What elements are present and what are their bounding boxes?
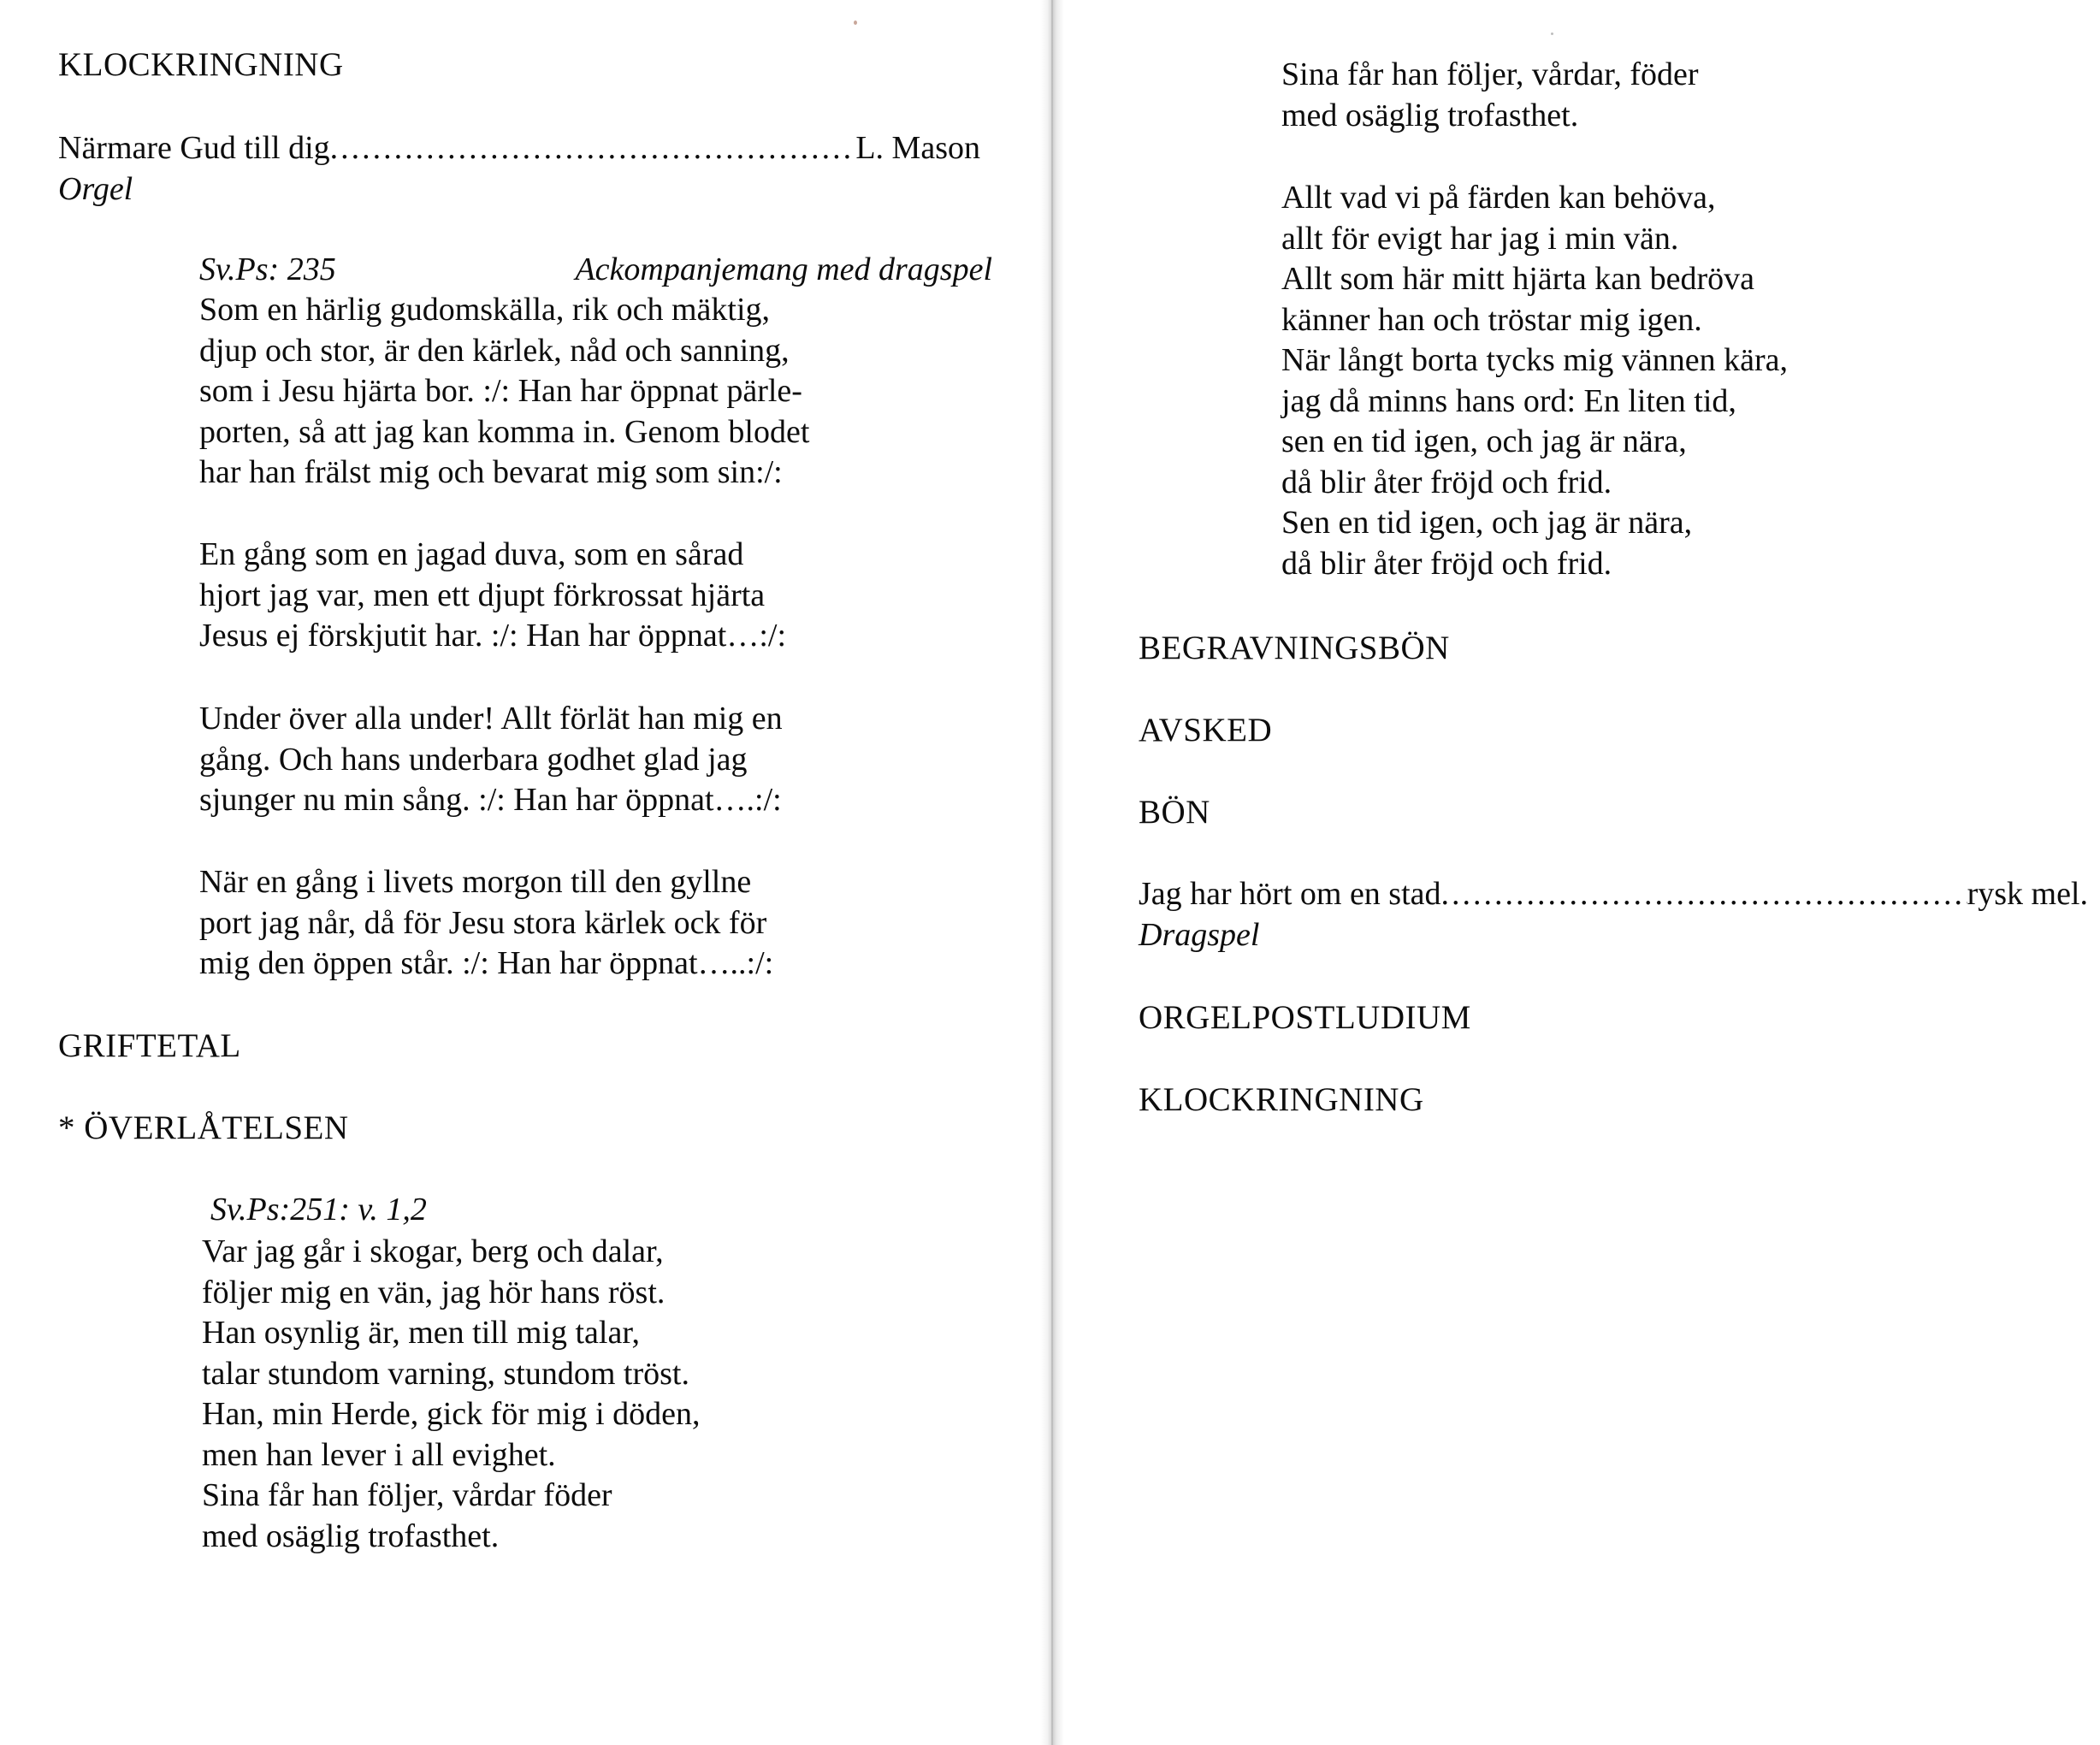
narmare-composer: L. Mason: [855, 130, 980, 166]
verse-line: Han osynlig är, men till mig talar,: [202, 1315, 640, 1351]
hymn-235-stanza-3: [199, 699, 783, 821]
verse-line: då blir åter fröjd och frid.: [1281, 464, 1612, 500]
verse-line: gång. Och hans underbara godhet glad jag: [199, 741, 748, 778]
verse-line: jag då minns hans ord: En liten tid,: [1281, 382, 1736, 419]
right-page: [1065, 0, 2100, 1745]
verse-line: med osäglig trofasthet.: [202, 1517, 500, 1554]
left-page: [0, 0, 1039, 1745]
verse-line: hjort jag var, men ett djupt förkrossat hjärta: [199, 577, 766, 613]
verse-line: Var jag går i skogar, berg och dalar,: [202, 1233, 664, 1269]
verse-line: talar stundom varning, stundom tröst.: [202, 1355, 689, 1392]
stad-title: Jag har hört om en stad: [1139, 876, 1441, 912]
verse-line: Sina får han följer, vårdar, föder: [1281, 56, 1699, 92]
leader-dots: [330, 128, 856, 169]
hymn-235-stanza-4: [199, 862, 773, 985]
stad-tune: rysk mel.: [1967, 876, 2088, 912]
klockringning-heading-end: KLOCKRINGNING: [1139, 1081, 1424, 1118]
overlatelsen-heading: * ÖVERLÅTELSEN: [58, 1109, 349, 1146]
verse-line: med osäglig trofasthet.: [1281, 97, 1579, 133]
hymn-235-ref: Sv.Ps: 235: [199, 251, 336, 287]
verse-line: känner han och tröstar mig igen.: [1281, 301, 1702, 338]
verse-line: allt för evigt har jag i min vän.: [1281, 220, 1679, 257]
verse-line: har han frälst mig och bevarat mig som sin:/:: [199, 454, 783, 490]
verse-line: Allt som här mitt hjärta kan bedröva: [1281, 261, 1754, 297]
verse-line: men han lever i all evighet.: [202, 1436, 556, 1473]
narmare-instrument: Orgel: [58, 170, 133, 207]
verse-line: då blir åter fröjd och frid.: [1281, 545, 1612, 582]
stad-entry: [1139, 874, 2088, 955]
griftetal-heading: GRIFTETAL: [58, 1027, 241, 1064]
hymn-251-continuation: [1281, 55, 1699, 136]
stad-instrument: Dragspel: [1139, 916, 1260, 953]
verse-line: som i Jesu hjärta bor. :/: Han har öppnat pärle-: [199, 373, 802, 409]
begravningsbon-heading: BEGRAVNINGSBÖN: [1139, 630, 1450, 666]
verse-line: En gång som en jagad duva, som en sårad: [199, 536, 744, 572]
verse-line: Jesus ej förskjutit har. :/: Han har öppnat…:/:: [199, 618, 787, 654]
verse-line: När en gång i livets morgon till den gyllne: [199, 864, 752, 900]
verse-line: Sina får han följer, vårdar föder: [202, 1477, 612, 1513]
leader-dots: [1441, 874, 1967, 915]
verse-line: sjunger nu min sång. :/: Han har öppnat….:/:: [199, 782, 782, 818]
verse-line: När långt borta tycks mig vännen kära,: [1281, 342, 1788, 378]
narmare-title: Närmare Gud till dig: [58, 130, 330, 166]
orgelpostludium-heading: ORGELPOSTLUDIUM: [1139, 999, 1471, 1036]
klockringning-heading: KLOCKRINGNING: [58, 46, 344, 83]
bon-heading: BÖN: [1139, 794, 1210, 831]
verse-line: mig den öppen står. :/: Han har öppnat…..:/:: [199, 945, 774, 981]
verse-line: Under över alla under! Allt förlät han mig en: [199, 701, 783, 736]
verse-line: porten, så att jag kan komma in. Genom blodet: [199, 413, 810, 450]
verse-line: Allt vad vi på färden kan behöva,: [1281, 180, 1716, 216]
hymn-235-stanza-2: [199, 535, 786, 657]
narmare-entry: [58, 128, 980, 210]
hymn-251-ref: Sv.Ps:251: v. 1,2: [210, 1192, 427, 1227]
verse-line: sen en tid igen, och jag är nära,: [1281, 423, 1687, 459]
verse-line: Sen en tid igen, och jag är nära,: [1281, 505, 1693, 541]
hymn-251-verse: [202, 1232, 701, 1557]
hymn-235-header: [199, 250, 992, 291]
paper-speck: [1551, 33, 1553, 35]
fold-crease: [1051, 0, 1053, 1745]
verse-line: Som en härlig gudomskälla, rik och mäktig,: [199, 292, 771, 328]
avsked-heading: AVSKED: [1139, 712, 1273, 748]
verse-line: djup och stor, är den kärlek, nåd och sanning,: [199, 332, 790, 369]
hymn-235-accompaniment: Ackompanjemang med dragspel: [575, 251, 992, 287]
hymn-251-verse-2: [1281, 178, 1788, 584]
verse-line: följer mig en vän, jag hör hans röst.: [202, 1274, 665, 1310]
verse-line: port jag når, då för Jesu stora kärlek ock för: [199, 904, 767, 941]
verse-line: Han, min Herde, gick för mig i döden,: [202, 1396, 701, 1432]
paper-speck: [854, 21, 857, 25]
hymn-235-stanza-1: [199, 290, 809, 494]
